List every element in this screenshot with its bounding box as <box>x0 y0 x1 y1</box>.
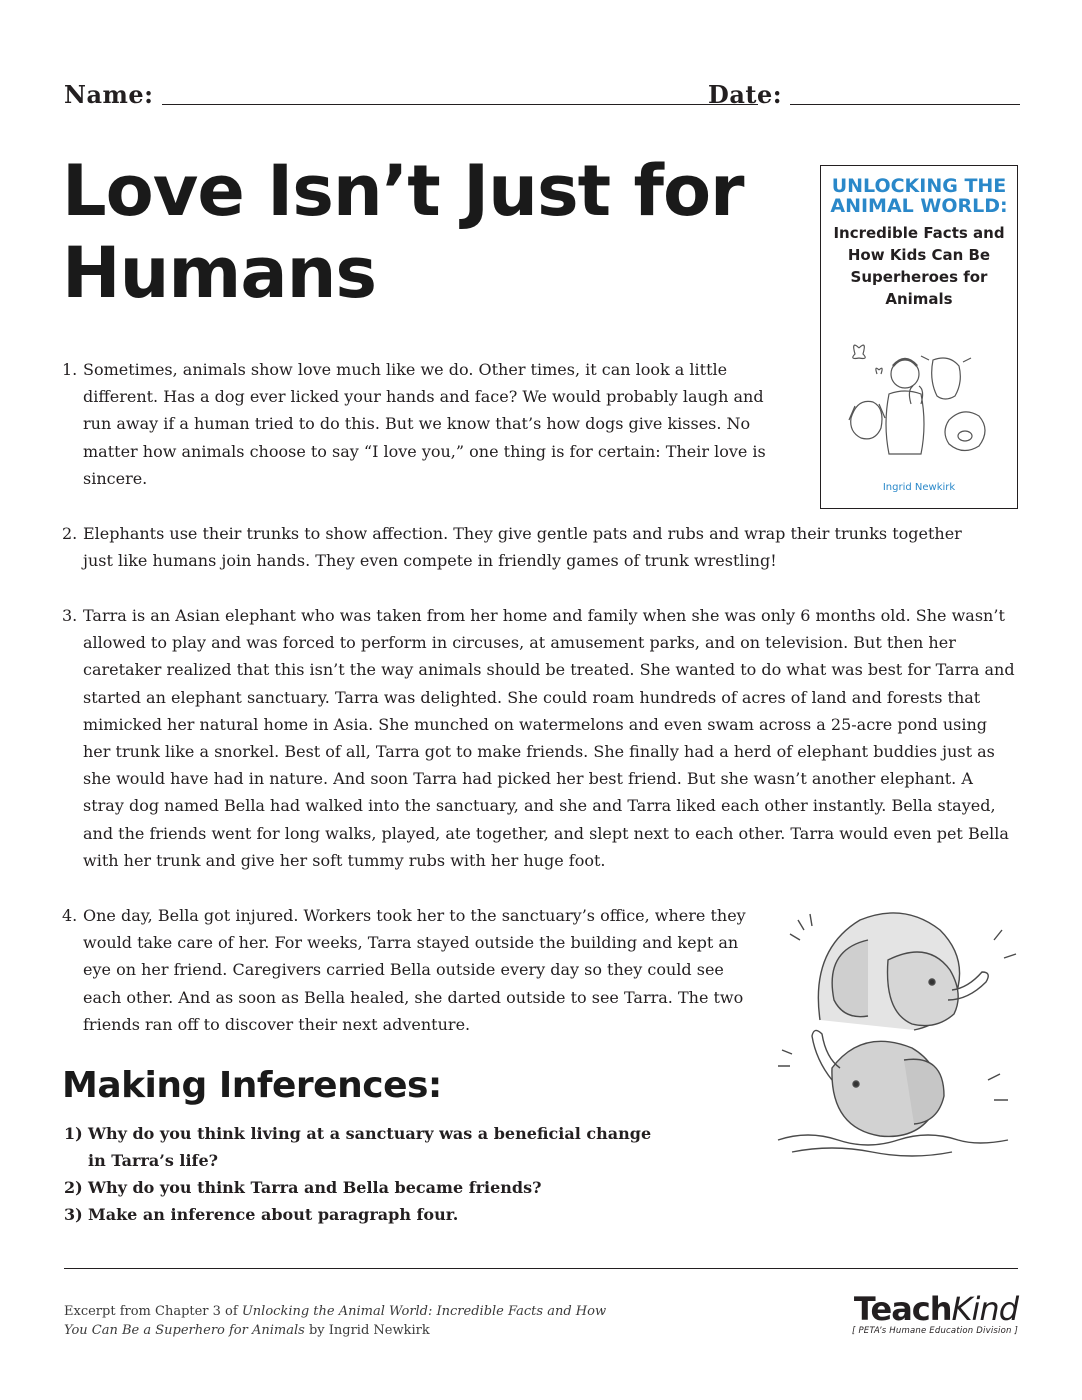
inferences-list <box>64 1120 664 1228</box>
paragraph-3 <box>62 602 1018 874</box>
paragraph-2 <box>62 520 974 574</box>
paragraph-number: 1. <box>62 360 78 379</box>
inferences-heading: Making Inferences: <box>62 1065 442 1106</box>
paragraph-number: 4. <box>62 906 78 925</box>
logo-kind: Kind <box>951 1290 1018 1328</box>
footer-citation <box>64 1302 624 1340</box>
citation-prefix: Excerpt from Chapter 3 of <box>64 1304 242 1319</box>
paragraph-text: Tarra is an Asian elephant who was taken from her home and family when she was only 6 months old. She wasn’t allowed to play and was forced to perform in circuses, at amusement parks, and on television. But then her caretaker realized that this isn’t the way animals should be treated. She wanted to do what was best for Tarra and started an elephant sanctuary. Tarra was delighted. She could roam hundreds of acres of land and forests that mimicked her natural home in Asia. She munched on watermelons and even swam across a 25-acre pond using her trunk like a snorkel. Best of all, Tarra got to make friends. She finally had a herd of elephant buddies just as she would have had in nature. And soon Tarra had picked her best friend. But she wasn’t another elephant. A stray dog named Bella had walked into the sanctuary, and she and Tarra liked each other instantly. Bella stayed, and the friends went for long walks, played, ate together, and slept next to each other. Tarra would even pet Bella with her trunk and give her soft tummy rubs with her huge foot. <box>83 606 1015 870</box>
paragraph-text: Sometimes, animals show love much like we do. Other times, it can look a little different. Has a dog ever licked your hands and face? We would probably laugh and run away if a human tried to do this. But we know that’s how dogs give kisses. No matter how animals choose to say “I love you,” one thing is for certain: Their love is sincere. <box>83 360 766 488</box>
footer-divider <box>64 1268 1018 1269</box>
inference-question-3 <box>64 1201 664 1228</box>
paragraph-4 <box>62 902 760 1038</box>
paragraph-number: 2. <box>62 524 78 543</box>
page-title: Love Isn’t Just for Humans <box>62 150 744 314</box>
inference-question-2 <box>64 1174 664 1201</box>
question-text: Why do you think living at a sanctuary was a beneficial change in Tarra’s life? <box>88 1124 652 1170</box>
name-label: Name: <box>64 80 154 109</box>
date-label: Date: <box>708 80 783 109</box>
book-cover-illustration <box>841 334 999 474</box>
name-line <box>162 104 758 105</box>
teachkind-logo <box>852 1290 1018 1336</box>
logo-tagline: [ PETA’s Humane Education Division ] <box>852 1326 1018 1336</box>
paragraph-text: One day, Bella got injured. Workers took her to the sanctuary’s office, where they would take care of her. For weeks, Tarra stayed outside the building and kept an eye on her friend. Caregivers carried Bella outside every day so they could see each other. And as soon as Bella healed, she darted outside to see Tarra. The two friends ran off to discover their next adventure. <box>83 906 746 1034</box>
logo-teach: Teach <box>853 1290 952 1328</box>
book-author: Ingrid Newkirk <box>882 482 956 493</box>
paragraph-1 <box>62 356 768 492</box>
question-number: 3) <box>64 1205 83 1224</box>
question-number: 2) <box>64 1178 83 1197</box>
name-date-row <box>64 80 1020 110</box>
question-number: 1) <box>64 1124 83 1143</box>
paragraph-number: 3. <box>62 606 78 625</box>
citation-book-title: Unlocking the Animal World: Incredible Facts and How You Can Be a Superhero for Animals <box>64 1304 607 1338</box>
citation-suffix: by Ingrid Newkirk <box>304 1323 430 1338</box>
book-subtitle: Incredible Facts and How Kids Can Be Superheroes for Animals <box>833 224 1005 308</box>
inference-question-1 <box>64 1120 664 1174</box>
question-text: Make an inference about paragraph four. <box>88 1205 459 1224</box>
elephants-illustration <box>768 900 1028 1170</box>
paragraph-text: Elephants use their trunks to show affection. They give gentle pats and rubs and wrap their trunks together just like humans join hands. They even compete in friendly games of trunk wrestling! <box>83 524 962 571</box>
book-cover <box>820 165 1018 509</box>
book-title: UNLOCKING THE ANIMAL WORLD: <box>830 175 1008 217</box>
question-text: Why do you think Tarra and Bella became friends? <box>88 1178 542 1197</box>
date-line <box>790 104 1020 105</box>
